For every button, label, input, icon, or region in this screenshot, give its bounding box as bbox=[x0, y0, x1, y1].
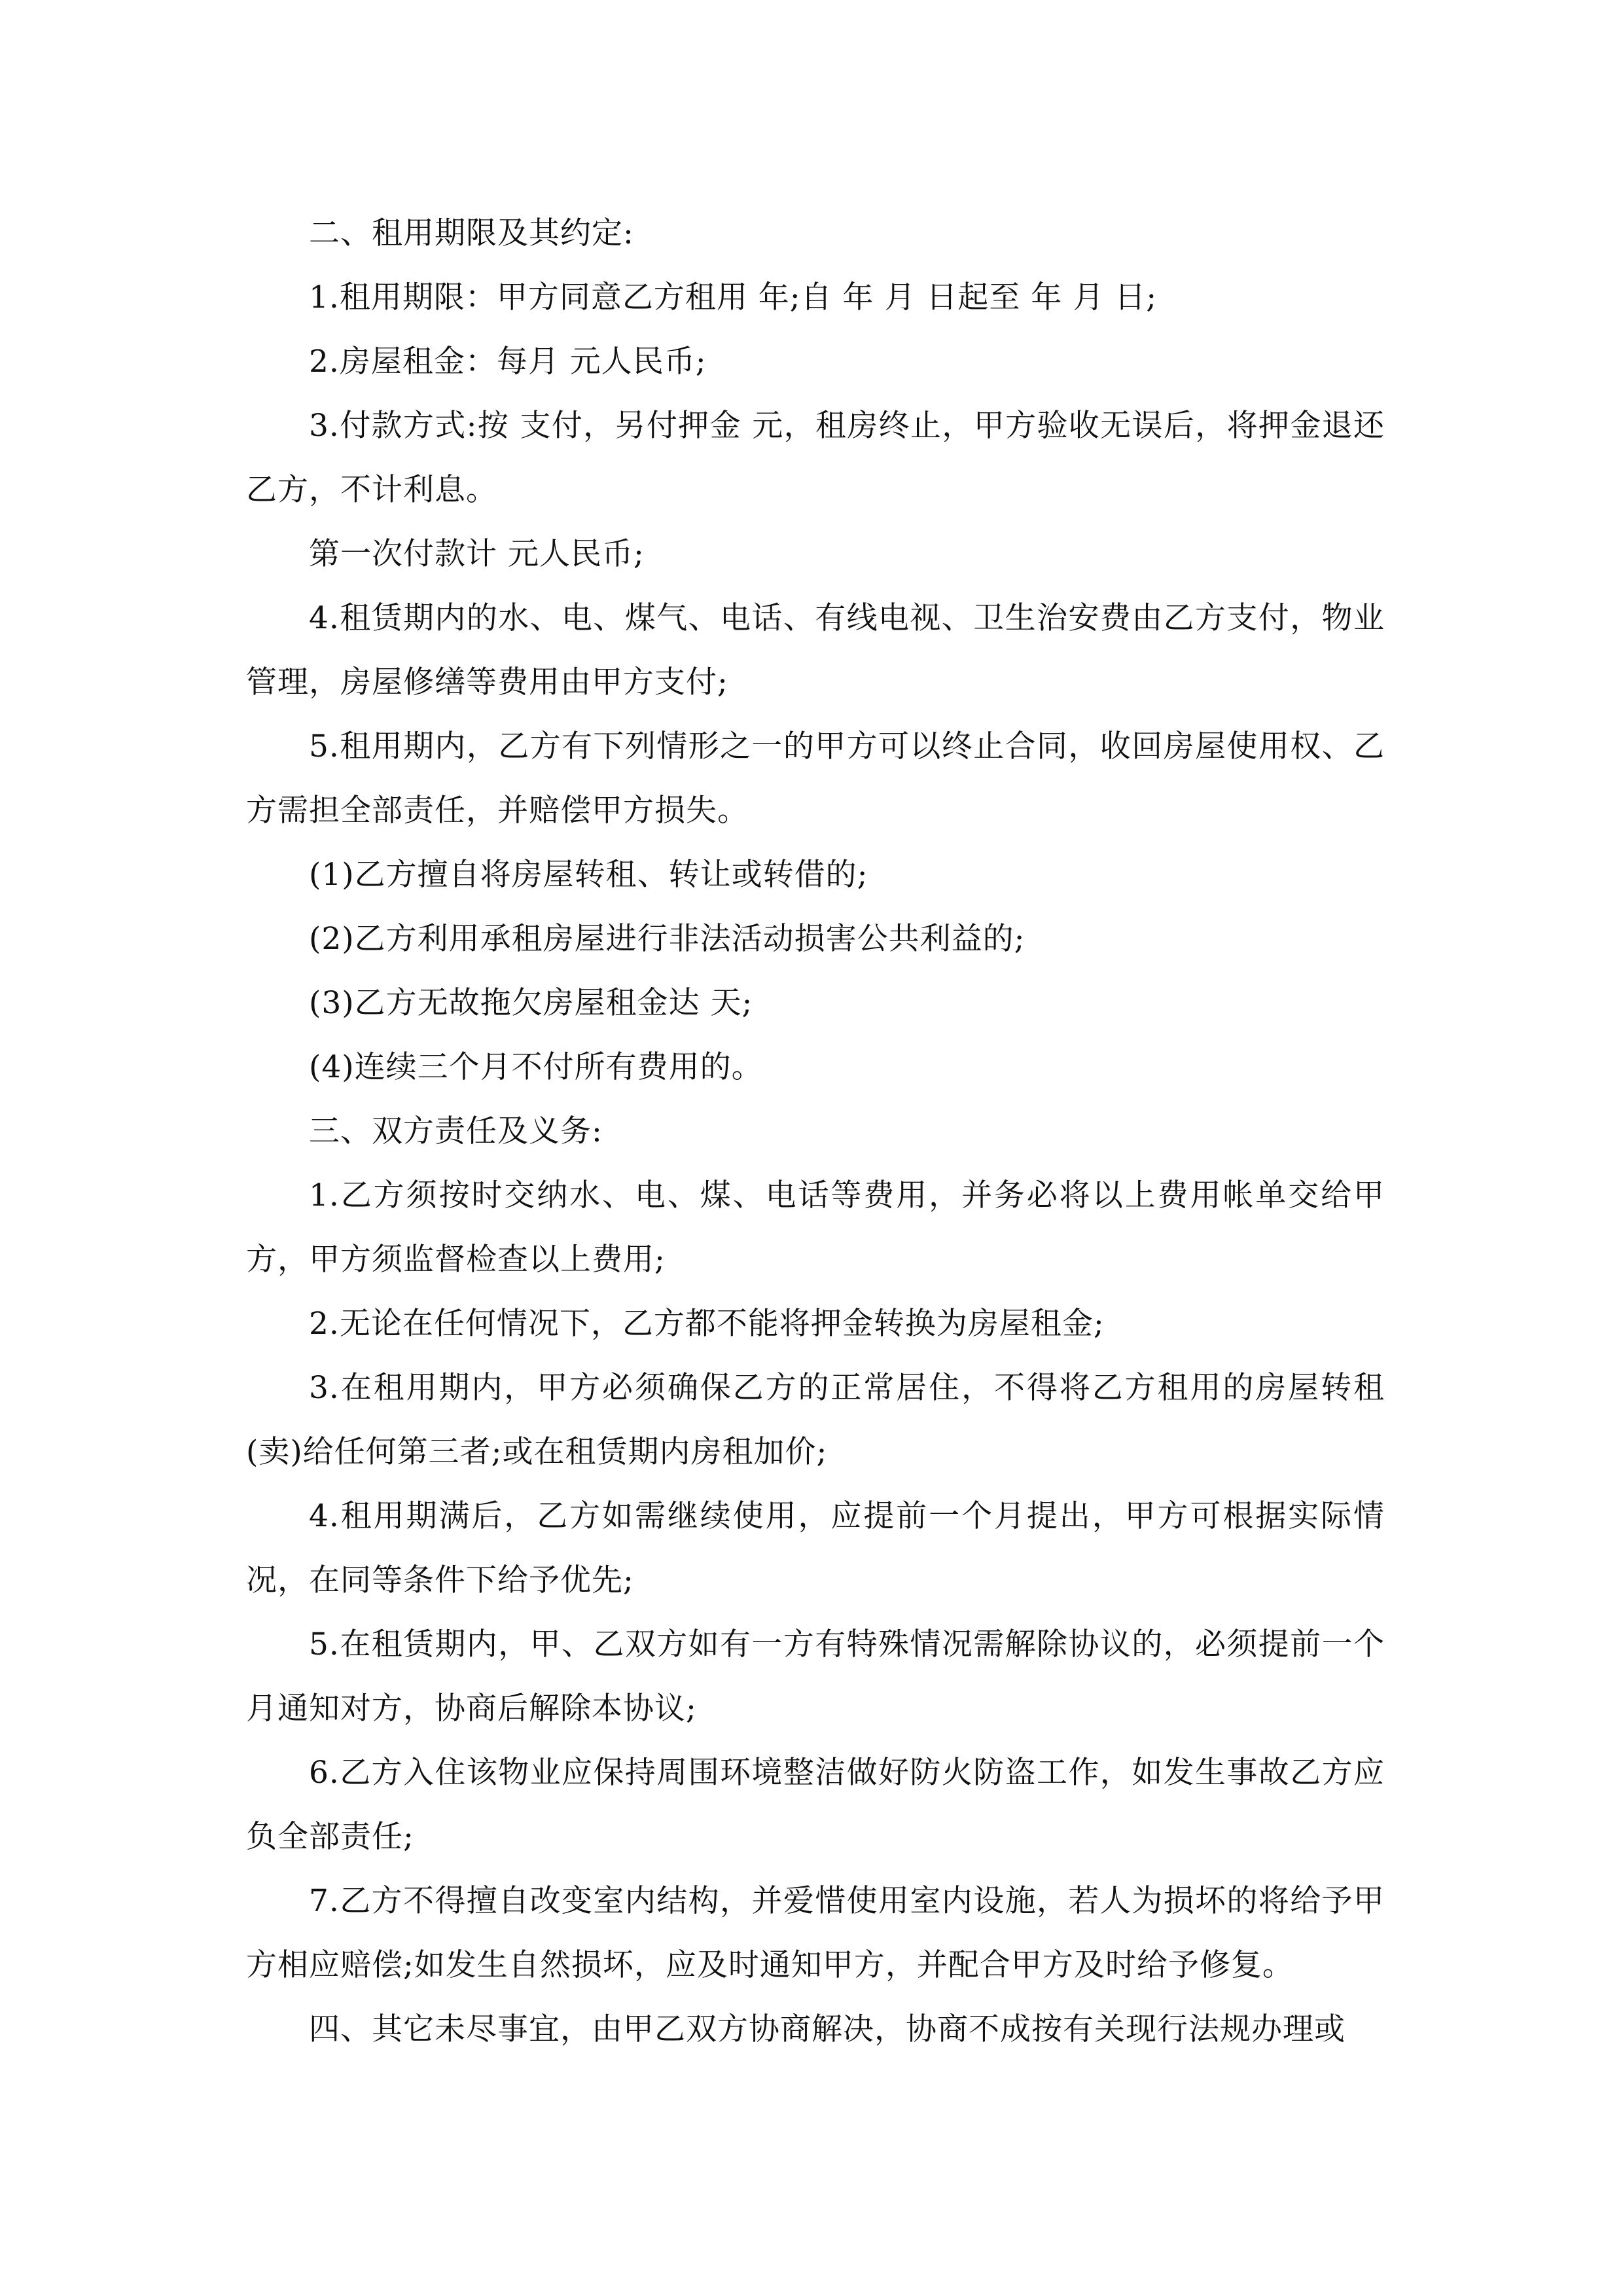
duty-structure-damage: 7.乙方不得擅自改变室内结构，并爱惜使用室内设施，若人为损坏的将给予甲方相应赔偿;如发生自然损坏，应及时通知甲方，并配合甲方及时给予修复。 bbox=[246, 1883, 1385, 1983]
section-heading-other: 四、其它未尽事宜，由甲乙双方协商解决，协商不成按有关现行法规办理或 bbox=[309, 2011, 1346, 2047]
clause-term-period: 1.租用期限：甲方同意乙方租用 年;自 年 月 日起至 年 月 日; bbox=[309, 279, 1158, 315]
clause-termination-item-2: (2)乙方利用承租房屋进行非法活动损害公共利益的; bbox=[309, 921, 1026, 957]
clause-termination: 5.租用期内，乙方有下列情形之一的甲方可以终止合同，收回房屋使用权、乙方需担全部责任，并赔偿甲方损失。 bbox=[246, 728, 1385, 829]
clause-utility-fees: 4.租赁期内的水、电、煤气、电话、有线电视、卫生治安费由乙方支付，物业管理，房屋修缮等费用由甲方支付; bbox=[246, 600, 1385, 700]
section-heading-responsibilities: 三、双方责任及义务: bbox=[309, 1113, 603, 1149]
clause-payment-method: 3.付款方式:按 支付，另付押金 元，租房终止，甲方验收无误后，将押金退还乙方，不计利息。 bbox=[246, 408, 1385, 508]
clause-termination-item-1: (1)乙方擅自将房屋转租、转让或转借的; bbox=[309, 857, 868, 893]
duty-early-termination: 5.在租赁期内，甲、乙双方如有一方有特殊情况需解除协议的，必须提前一个月通知对方，协商后解除本协议; bbox=[246, 1626, 1385, 1727]
clause-termination-item-3: (3)乙方无故拖欠房屋租金达 天; bbox=[309, 985, 753, 1021]
document-body bbox=[246, 202, 1385, 2062]
duty-landlord-guarantee: 3.在租用期内，甲方必须确保乙方的正常居住，不得将乙方租用的房屋转租(卖)给任何第三者;或在租赁期内房租加价; bbox=[246, 1370, 1385, 1470]
duty-deposit: 2.无论在任何情况下，乙方都不能将押金转换为房屋租金; bbox=[309, 1306, 1105, 1342]
duty-pay-fees: 1.乙方须按时交纳水、电、煤、电话等费用，并务必将以上费用帐单交给甲方，甲方须监督检查以上费用; bbox=[246, 1177, 1385, 1278]
section-heading-term: 二、租用期限及其约定: bbox=[309, 215, 634, 251]
clause-termination-item-4: (4)连续三个月不付所有费用的。 bbox=[309, 1049, 763, 1085]
duty-renewal: 4.租用期满后，乙方如需继续使用，应提前一个月提出，甲方可根据实际情况，在同等条件下给予优先; bbox=[246, 1498, 1385, 1598]
clause-monthly-rent: 2.房屋租金：每月 元人民币; bbox=[309, 344, 707, 380]
duty-safety: 6.乙方入住该物业应保持周围环境整洁做好防火防盗工作，如发生事故乙方应负全部责任; bbox=[246, 1755, 1385, 1855]
clause-first-payment: 第一次付款计 元人民币; bbox=[309, 536, 645, 572]
